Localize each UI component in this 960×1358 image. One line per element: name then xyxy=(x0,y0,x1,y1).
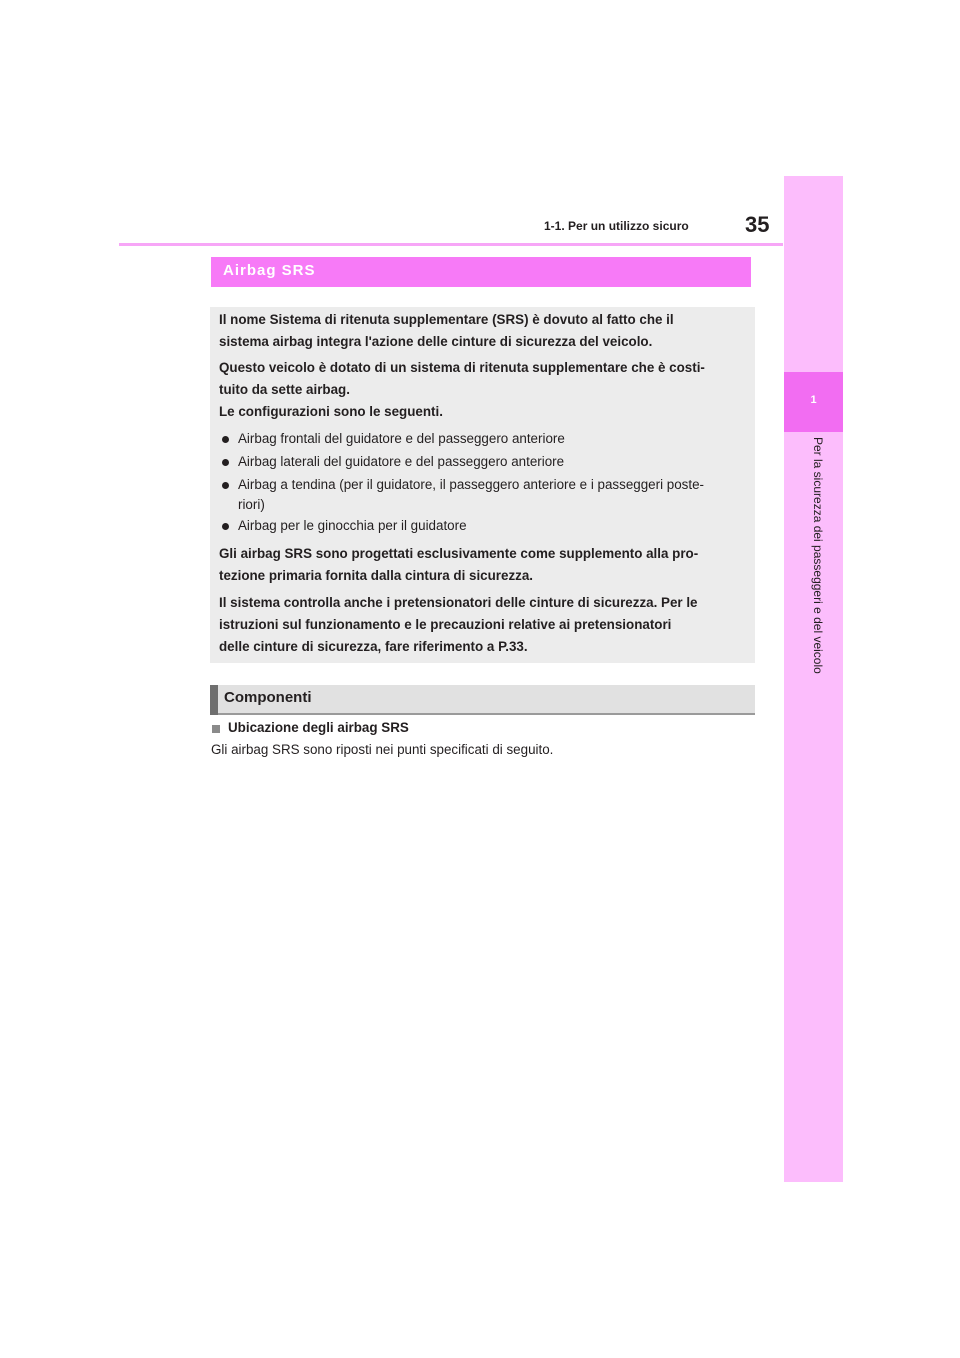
page-number: 35 xyxy=(745,212,770,237)
info-paragraph-3-line-1: Gli airbag SRS sono progettati esclusivamente come supplemento alla pro- xyxy=(219,546,699,561)
bullet-item-2: Airbag laterali del guidatore e del passeggero anteriore xyxy=(238,454,565,469)
bullet-item-3-line-2: riori) xyxy=(238,497,265,512)
components-header-accent xyxy=(210,685,218,715)
section-title: Airbag SRS xyxy=(223,262,316,279)
section-title-bar xyxy=(211,257,751,287)
bullet-dot-icon xyxy=(222,459,229,466)
square-bullet-icon xyxy=(212,725,220,733)
section-header: 1-1. Per un utilizzo sicuro xyxy=(544,219,689,233)
bullet-dot-icon xyxy=(222,436,229,443)
chapter-number: 1 xyxy=(810,394,817,406)
info-paragraph-1-line-1: Il nome Sistema di ritenuta supplementare (SRS) è dovuto al fatto che il xyxy=(219,312,674,327)
components-title: Componenti xyxy=(224,689,312,706)
header-divider xyxy=(119,243,783,246)
bullet-item-1: Airbag frontali del guidatore e del passeggero anteriore xyxy=(238,431,565,446)
bullet-item-4: Airbag per le ginocchia per il guidatore xyxy=(238,518,467,533)
airbag-location-heading: Ubicazione degli airbag SRS xyxy=(228,720,409,735)
info-paragraph-1-line-2: sistema airbag integra l'azione delle cinture di sicurezza del veicolo. xyxy=(219,334,653,349)
info-paragraph-2-line-3: Le configurazioni sono le seguenti. xyxy=(219,404,443,419)
chapter-number-tab xyxy=(784,372,843,432)
chapter-title: Per la sicurezza dei passeggeri e del veicolo xyxy=(811,437,825,674)
info-paragraph-4-line-3: delle cinture di sicurezza, fare riferimento a P.33. xyxy=(219,639,528,654)
info-paragraph-2-line-1: Questo veicolo è dotato di un sistema di ritenuta supplementare che è costi- xyxy=(219,360,705,375)
airbag-location-text: Gli airbag SRS sono riposti nei punti specificati di seguito. xyxy=(211,742,554,757)
info-paragraph-2-line-2: tuito da sette airbag. xyxy=(219,382,350,397)
info-paragraph-3-line-2: tezione primaria fornita dalla cintura di sicurezza. xyxy=(219,568,534,583)
info-paragraph-4-line-2: istruzioni sul funzionamento e le precauzioni relative ai pretensionatori xyxy=(219,617,672,632)
bullet-item-3-line-1: Airbag a tendina (per il guidatore, il passeggero anteriore e i passeggeri poste- xyxy=(238,477,704,492)
bullet-dot-icon xyxy=(222,523,229,530)
info-paragraph-4-line-1: Il sistema controlla anche i pretensionatori delle cinture di sicurezza. Per le xyxy=(219,595,698,610)
bullet-dot-icon xyxy=(222,482,229,489)
